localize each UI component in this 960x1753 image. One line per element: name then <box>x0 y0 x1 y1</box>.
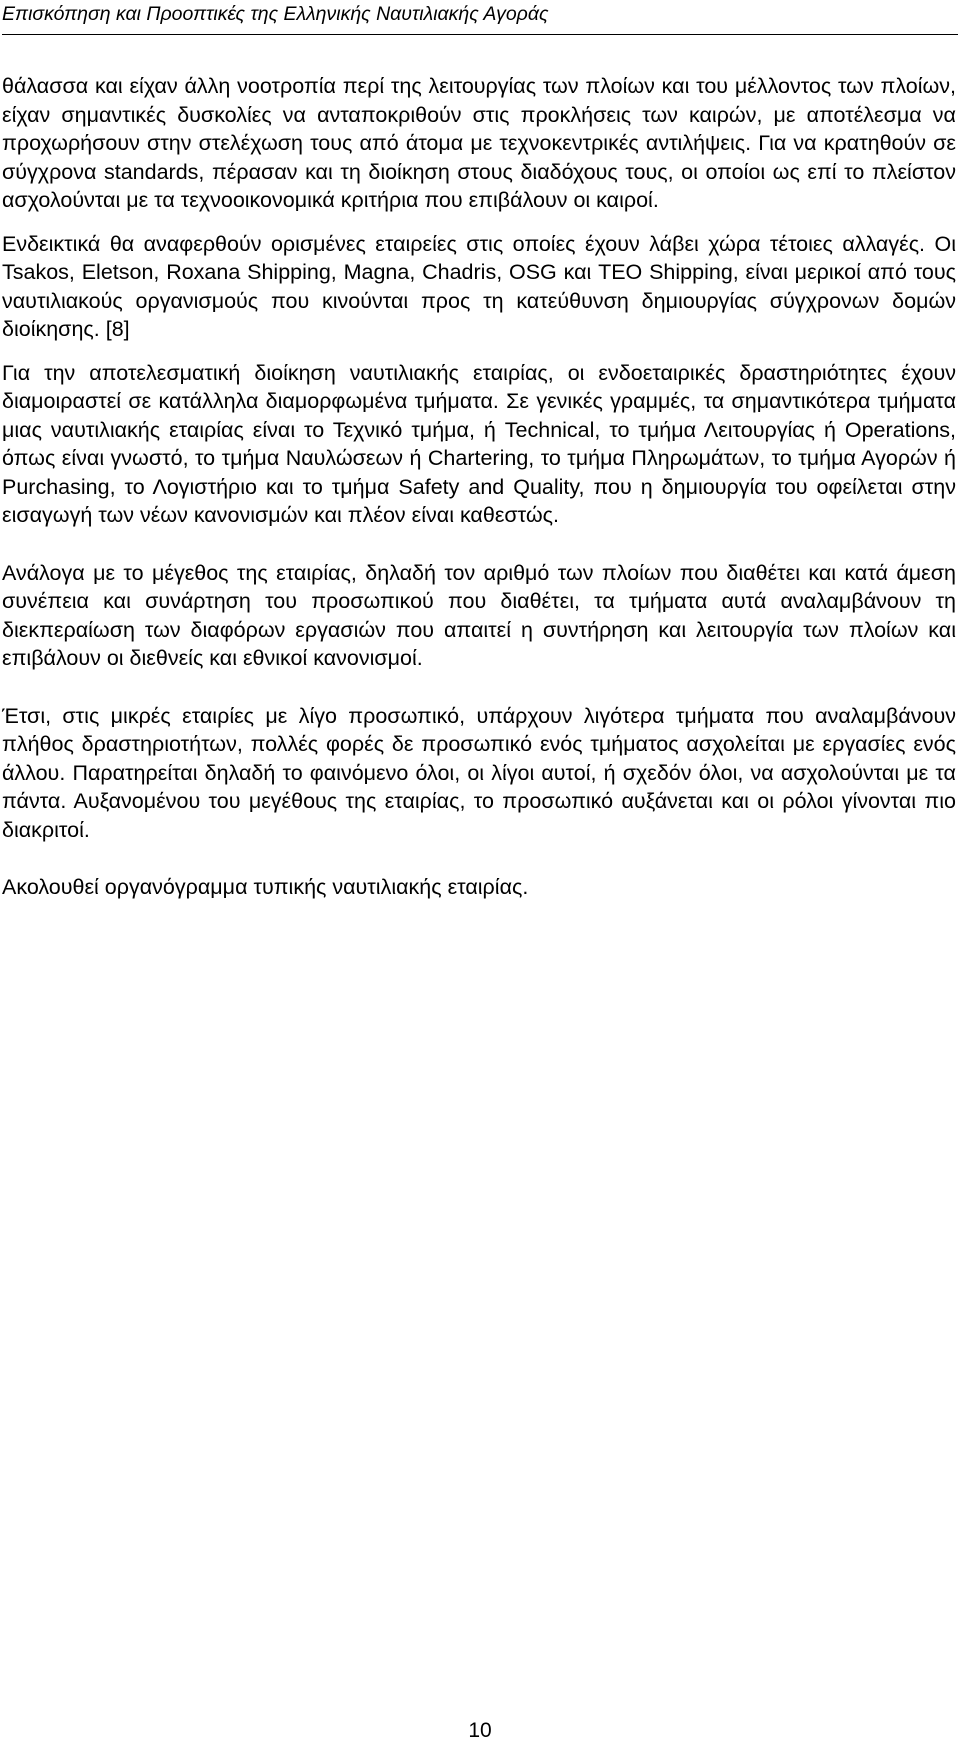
running-header <box>2 0 958 35</box>
paragraph-leadership-change: θάλασσα και είχαν άλλη νοοτροπία περί της λειτουργίας των πλοίων και του μέλλοντος των πλοίων, είχαν σημαντικές δυσκολίες να ανταποκριθούν στις προκλήσεις των καιρών, με αποτέλεσμα να προχωρήσουν στην στελέχωση τους από άτομα με τεχνοκεντρικές αντιλήψεις. Για να κρατηθούν σε σύγχρονα standards, πέρασαν και τη διοίκηση στους διαδόχους τους, οι οποίοι ως επί το πλείστον ασχολούνται με τα τεχνοοικονομικά κριτήρια που επιβάλουν οι καιροί. <box>2 74 956 212</box>
paragraph-example-companies: Ενδεικτικά θα αναφερθούν ορισμένες εταιρείες στις οποίες έχουν λάβει χώρα τέτοιες αλλαγές. Οι Tsakos, Eletson, Roxana Shipping, Magna, Chadris, OSG και TEO Shipping, είναι μερικοί από τους ναυτιλιακούς οργανισμούς που κινούνται προς τη κατεύθυνση δημιουργίας σύγχρονων δομών διοίκησης. [8] <box>2 231 956 341</box>
body-text <box>2 72 956 902</box>
paragraph-company-size: Ανάλογα με το μέγεθος της εταιρίας, δηλαδή τον αριθμό των πλοίων που διαθέτει και κατά άμεση συνέπεια και συνάρτηση του προσωπικού που διαθέτει, τα τμήματα αυτά αναλαμβάνουν τη διεκπεραίωση των διαφόρων εργασιών που απαιτεί η συντήρηση και λειτουργία των πλοίων και επιβάλουν οι διεθνείς και εθνικοί κανονισμοί. <box>2 560 956 670</box>
paragraph-org-chart-intro: Ακολουθεί οργανόγραμμα τυπικής ναυτιλιακής εταιρίας. <box>2 875 529 899</box>
paragraph-small-companies: Έτσι, στις μικρές εταιρίες με λίγο προσωπικό, υπάρχουν λιγότερα τμήματα που αναλαμβάνουν πλήθος δραστηριοτήτων, πολλές φορές δε προσωπικό ενός τμήματος ασχολείται με εργασίες ενός άλλου. Παρατηρείται δηλαδή το φαινόμενο όλοι, οι λίγοι αυτοί, ή σχεδόν όλοι, να ασχολούνται με τα πάντα. Αυξανομένου του μεγέθους της εταιρίας, το προσωπικό αυξάνεται και οι ρόλοι γίνονται πιο διακριτοί. <box>2 703 956 842</box>
document-title: Επισκόπηση και Προοπτικές της Ελληνικής Ναυτιλιακής Αγοράς <box>2 3 549 25</box>
paragraph-departments: Για την αποτελεσματική διοίκηση ναυτιλιακής εταιρίας, οι ενδοεταιρικές δραστηριότητες έχουν διαμοιραστεί σε κατάλληλα διαμορφωμένα τμήματα. Σε γενικές γραμμές, τα σημαντικότερα τμήματα μιας ναυτιλιακής εταιρίας είναι το Τεχνικό τμήμα, ή Technical, το τμήμα Λειτουργίας ή Operations, όπως είναι γνωστό, το τμήμα Ναυλώσεων ή Chartering, το τμήμα Πληρωμάτων, το τμήμα Αγορών ή Purchasing, το Λογιστήριο και το τμήμα Safety and Quality, που η δημιουργία του οφείλεται στην εισαγωγή των νέων κανονισμών και πλέον είναι καθεστώς. <box>2 360 956 527</box>
page-number: 10 <box>468 1719 492 1742</box>
